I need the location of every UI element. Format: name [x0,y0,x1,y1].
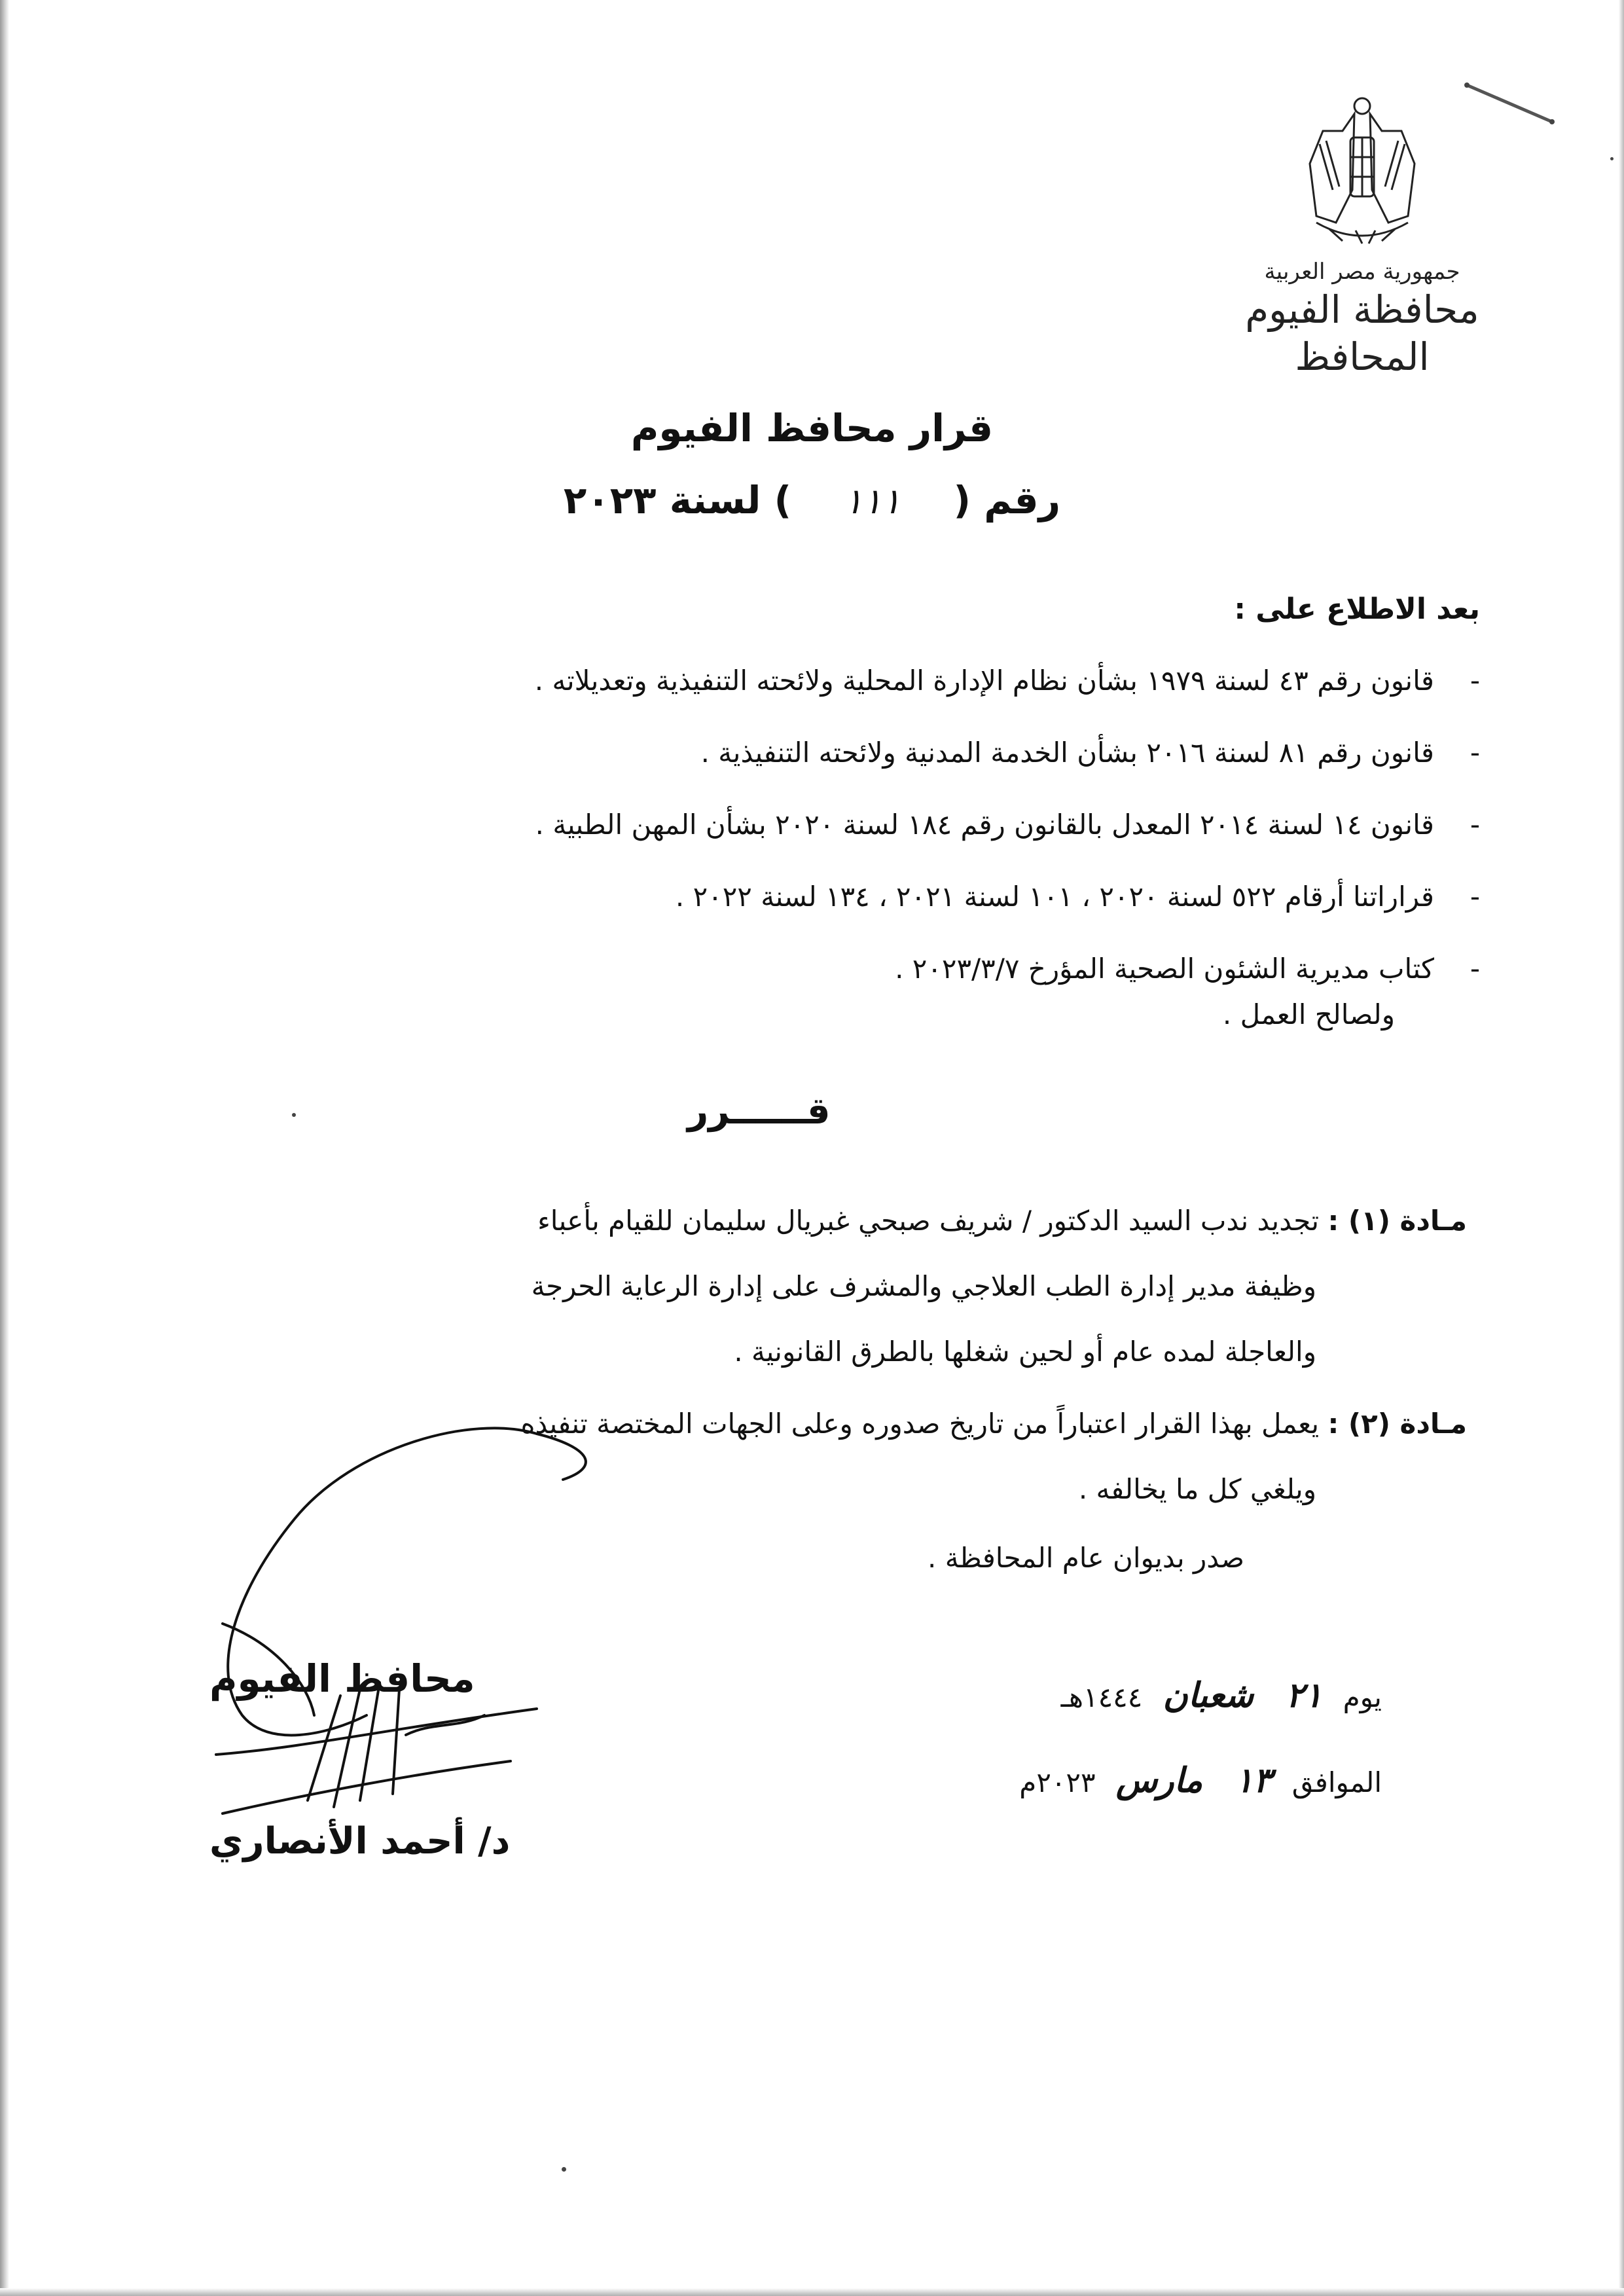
hijri-day: ٢١ [1286,1675,1323,1715]
issued-at: صدر بديوان عام المحافظة . [928,1542,1244,1574]
scan-edge-right [1619,0,1624,2296]
scan-speck [1610,157,1614,160]
letterhead-office: المحافظ [1295,335,1430,379]
article-2-text-1: يعمل بهذا القرار اعتباراً من تاريخ صدوره وعلى الجهات المختصة تنفيذه [520,1408,1320,1440]
article-1-text-2: وظيفة مدير إدارة الطب العلاجي والمشرف على إدارة الرعاية الحرجة [531,1270,1316,1302]
article-1-text-3: والعاجلة لمده عام أو لحين شغلها بالطرق القانونية . [734,1336,1316,1368]
letterhead [1244,92,1480,381]
decree-number-suffix: ) لسنة ٢٠٢٣ [563,478,792,522]
list-item: -كتاب مديرية الشئون الصحية المؤرخ ٢٠٢٣/٣/٧ . [895,953,1480,985]
article-1-line-1 [105,1188,1467,1254]
scan-speck [562,2167,566,2172]
article-1-label: مـادة (١) : [1327,1205,1467,1237]
decree-number: ١١١ [844,481,901,522]
article-2-label: مـادة (٢) : [1327,1408,1467,1440]
gregorian-year: ٢٠٢٣م [1019,1766,1096,1798]
reference-list [171,645,1480,1005]
list-item: -قانون ١٤ لسنة ٢٠١٤ المعدل بالقانون رقم ١٨٤ لسنة ٢٠٢٠ بشأن المهن الطبية . [535,809,1480,841]
signatory-title: محافظ الفيوم [209,1656,475,1701]
article-2-text-2: ويلغي كل ما يخالفه . [1078,1473,1316,1505]
hijri-date-row [858,1653,1382,1738]
list-item: -قانون رقم ٤٣ لسنة ١٩٧٩ بشأن نظام الإدارة المحلية ولائحته التنفيذية وتعديلاته . [534,665,1480,697]
gregorian-day: ١٣ [1235,1760,1272,1800]
gregorian-month: مارس [1115,1760,1203,1800]
handwritten-signature [196,1408,655,1866]
list-item: -قراراتنا أرقام ٥٢٢ لسنة ٢٠٢٠ ، ١٠١ لسنة ٢٠٢١ ، ١٣٤ لسنة ٢٠٢٢ . [675,881,1480,913]
scan-edge-left [0,0,9,2296]
reference-text: كتاب مديرية الشئون الصحية المؤرخ ٢٠٢٣/٣/٧ . [895,953,1434,985]
article-1-text-1: تجديد ندب السيد الدكتور / شريف صبحي غبريال سليمان للقيام بأعباء [537,1205,1320,1237]
reference-text: قانون رقم ٤٣ لسنة ١٩٧٩ بشأن نظام الإدارة المحلية ولائحته التنفيذية وتعديلاته . [534,665,1434,697]
decree-heading [687,1090,831,1133]
decree-number-line [0,478,1624,522]
hijri-month: شعبان [1163,1675,1254,1715]
reference-text: قانون رقم ٨١ لسنة ٢٠١٦ بشأن الخدمة المدنية ولائحته التنفيذية . [700,737,1434,769]
scan-speck [292,1113,296,1117]
eagle-emblem-icon [1303,92,1421,249]
list-item: -قانون رقم ٨١ لسنة ٢٠١٦ بشأن الخدمة المدنية ولائحته التنفيذية . [700,737,1480,769]
hijri-year: ١٤٤٤هـ [1060,1681,1143,1713]
for-work-clause: ولصالح العمل . [1222,998,1395,1030]
reference-text: قراراتنا أرقام ٥٢٢ لسنة ٢٠٢٠ ، ١٠١ لسنة ٢٠٢١ ، ١٣٤ لسنة ٢٠٢٢ . [675,881,1434,913]
gregorian-date-row [858,1738,1382,1823]
decree-number-prefix: رقم ( [953,478,1061,522]
letterhead-country: جمهورية مصر العربية [1264,259,1460,285]
scan-edge-bottom [0,2288,1624,2296]
reference-text: قانون ١٤ لسنة ٢٠١٤ المعدل بالقانون رقم ١٨٤ لسنة ٢٠٢٠ بشأن المهن الطبية . [535,809,1434,841]
decree-heading-text: قــــــرر [687,1090,831,1133]
corresponding-label: الموافق [1291,1766,1382,1798]
signatory-name: د/ أحمد الأنصاري [209,1820,511,1863]
date-block [858,1653,1382,1823]
preamble-heading: بعد الاطلاع على : [1234,592,1480,626]
letterhead-governorate: محافظة الفيوم [1245,287,1479,332]
day-label: يوم [1343,1681,1382,1713]
article-1 [105,1188,1467,1385]
decree-title: قرار محافظ الفيوم [630,406,994,450]
